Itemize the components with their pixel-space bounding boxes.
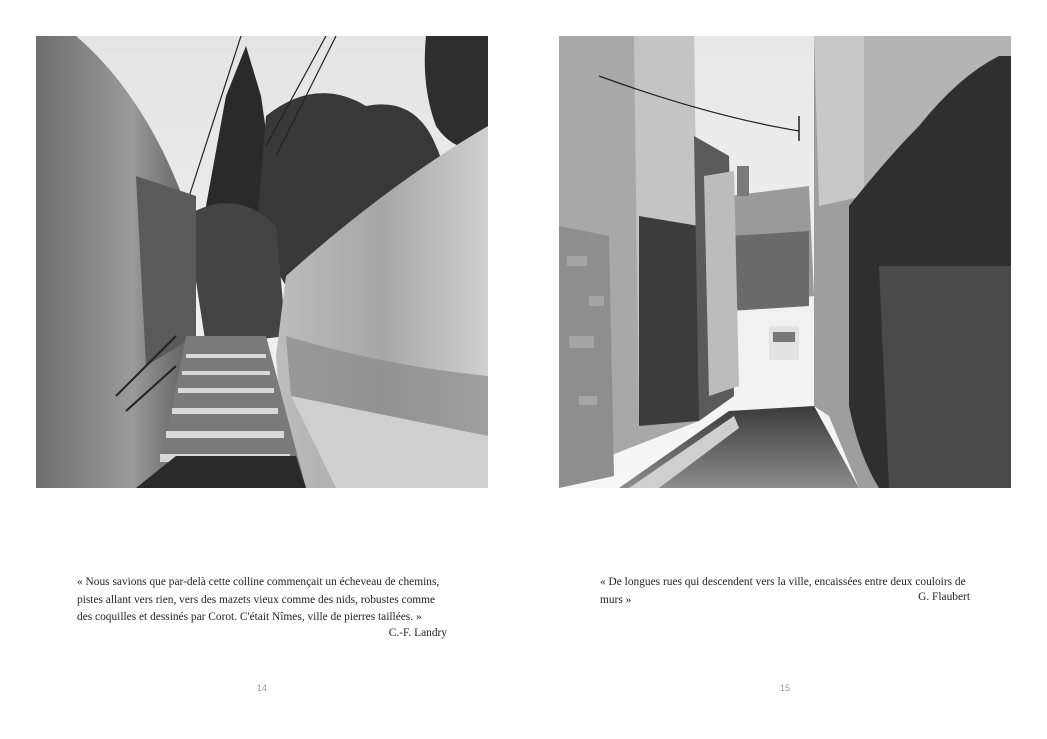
attribution-landry: C.-F. Landry — [388, 627, 447, 639]
quote-landry: « Nous savions que par-delà cette colline commençait un écheveau de chemins, pistes allant vers rien, vers des mazets vieux comme des nids, robustes comme des coquilles et dessinés par Corot. C'était Nîmes, ville de pierres taillées. » — [77, 576, 440, 623]
photo-narrow-alley — [559, 36, 1011, 488]
quote-flaubert: « De longues rues qui descendent vers la ville, encaissées entre deux couloirs de murs » — [600, 576, 966, 606]
photo-stone-stairway-icon — [36, 36, 488, 488]
page-number-right: 15 — [779, 683, 790, 693]
photo-stone-stairway — [36, 36, 488, 488]
photo-narrow-alley-icon — [559, 36, 1011, 488]
page-number-left: 14 — [256, 683, 267, 693]
attribution-flaubert: G. Flaubert — [918, 591, 970, 603]
